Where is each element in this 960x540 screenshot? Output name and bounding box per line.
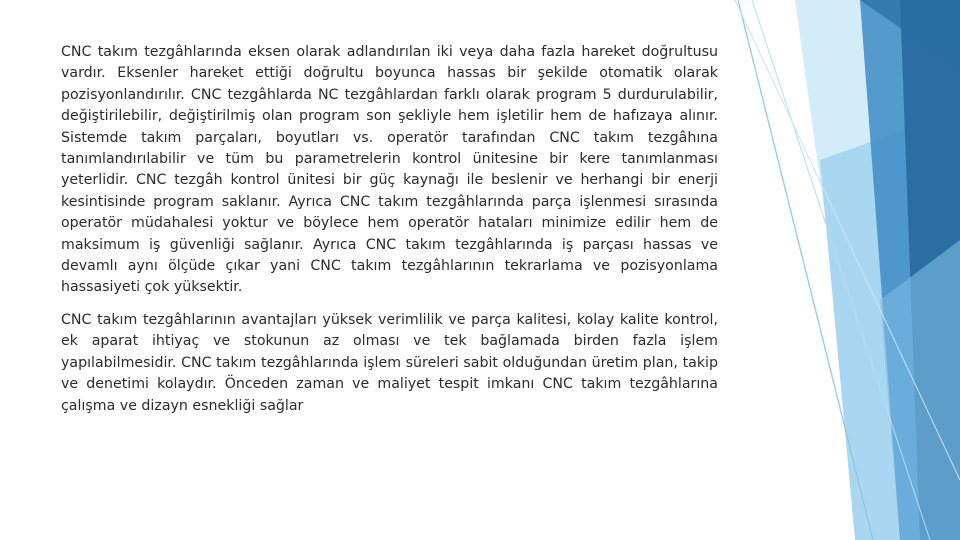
paragraph-1: CNC takım tezgâhlarında eksen olarak adlandırılan iki veya daha fazla hareket doğrultusu vardır. Eksenler hareket ettiği doğrultu boyunca hassas bir şekilde otomatik olarak pozisyonlandırılır. CNC tezgâhlarda NC tezgâhlardan farklı olarak program 5 durdurulabilir, değiştirilebilir, değiştirilmiş olan program son şekliyle hem işletilir hem de hafızaya alınır. Sistemde takım parçaları, boyutları vs. operatör tarafından CNC takım tezgâhına tanımlandırılabilir ve tüm bu parametrelerin kontrol ünitesine bir kere tanımlanması yeterlidir. CNC tezgâh kontrol ünitesi bir güç kaynağı ile beslenir ve herhangi bir enerji kesintisinde program saklanır. Ayrıca CNC takım tezgâhlarında parça işlenmesi sırasında operatör müdahalesi yoktur ve böylece hem operatör hataları minimize edilir hem de maksimum iş güvenliği sağlanır. Ayrıca CNC takım tezgâhlarında iş parçası hassas ve devamlı aynı ölçüde çıkar yani CNC takım tezgâhlarının tekrarlama ve pozisyonlama hassasiyeti çok yüksektir.	[61, 44, 718, 296]
slide-body-text	[61, 42, 718, 428]
paragraph-2: CNC takım tezgâhlarının avantajları yüksek verimlilik ve parça kalitesi, kolay kalite kontrol, ek aparat ihtiyaç ve stokunun az olması ve tek bağlamada birden fazla işlem yapılabilmesidir. CNC takım tezgâhlarında işlem süreleri sabit olduğundan üretim plan, takip ve denetimi kolaydır. Önceden zaman ve maliyet tespit imkanı CNC takım tezgâhlarına çalışma ve dizayn esnekliği sağlar	[61, 311, 718, 414]
